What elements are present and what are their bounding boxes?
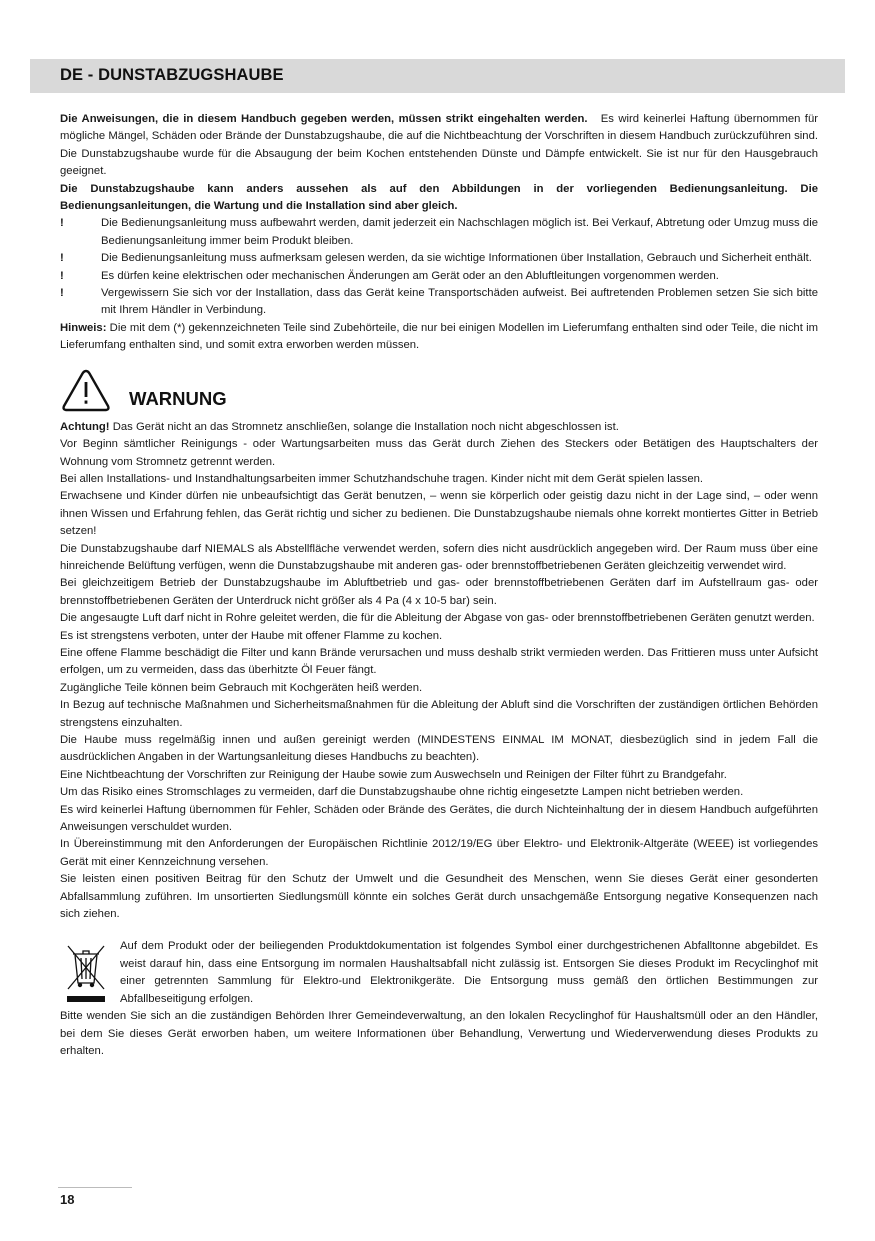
hint-paragraph	[60, 320, 818, 355]
weee-closing: Bitte wenden Sie sich an die zuständigen Behörden Ihrer Gemeindeverwaltung, an den lokalen Recyclinghof für Haushaltsmüll oder an den Händler, bei dem Sie dieses Gerät erworben haben, um weitere Informationen über Behandlung, Verwertung und Wiederverwendung dieses Produkts zu erhalten.	[60, 1010, 818, 1057]
intro-lead: Die Anweisungen, die in diesem Handbuch gegeben werden, müssen strikt eingehalten werden.	[60, 113, 588, 125]
warning-paragraph: Eine Nichtbeachtung der Vorschriften zur Reinigung der Haube sowie zum Auswechseln und Reinigen der Filter führt zu Brandgefahr.	[60, 768, 727, 781]
intro-text: Es wird keinerlei Haftung übernommen für mögliche Mängel, Schäden oder Brände der Dunstabzugshaube, die auf die Nichtbeachtung der Vorschriften in diesem Handbuch zurückzuführen sind. Die Dunstabzugshaube wurde für die Absaugung der beim Kochen entstehenden Dünste und Dämpfe entwickelt. Sie ist nur für den Hausgebrauch geeignet.	[60, 113, 818, 178]
warning-paragraph: Zugängliche Teile können beim Gebrauch mit Kochgeräten heiß werden.	[60, 681, 423, 694]
warning-paragraph: Es wird keinerlei Haftung übernommen für Fehler, Schäden oder Brände des Gerätes, die durch Nichteinhaltung der in diesem Handbuch aufgeführten Anweisungen verschuldet wurden.	[60, 803, 818, 834]
bullet-item	[60, 250, 818, 267]
bullet-text: Die Bedienungsanleitung muss aufbewahrt werden, damit jederzeit ein Nachschlagen möglich ist. Bei Verkauf, Abtretung oder Umzug muss die Bedienungsanleitung immer beim Produkt bleiben.	[101, 217, 818, 247]
warning-paragraph: Um das Risiko eines Stromschlages zu vermeiden, darf die Dunstabzugshaube ohne richtig eingesetzte Lampen nicht betrieben werden.	[60, 786, 744, 799]
content-body	[60, 111, 818, 1060]
warning-paragraph: Die angesaugte Luft darf nicht in Rohre geleitet werden, die für die Ableitung der Abgase von gas- oder brennstoffbetriebenen Geräten genutzt werden.	[60, 612, 815, 625]
warning-paragraph: Eine offene Flamme beschädigt die Filter und kann Brände verursachen und muss deshalb strikt vermieden werden. Das Frittieren muss unter Aufsicht erfolgen, um zu vermeiden, dass das überhitzte Öl Feuer fängt.	[60, 646, 818, 677]
warning-paragraph: Erwachsene und Kinder dürfen nie unbeaufsichtigt das Gerät benutzen, – wenn sie körperlich oder geistig dazu nicht in der Lage sind, – oder wenn ihnen Wissen und Erfahrung fehlen, das Gerät richtig und sicher zu bedienen. Die Dunstabzugshaube niemals ohne korrekt montiertes Gitter in Betrieb setzen!	[60, 490, 818, 538]
weee-section	[60, 938, 818, 1008]
warning-paragraph: Vor Beginn sämtlicher Reinigungs - oder Wartungsarbeiten muss das Gerät durch Ziehen des Steckers oder Betätigen des Hauptschalters der Wohnung vom Stromnetz getrennt werden.	[60, 438, 818, 468]
footer-divider	[58, 1187, 132, 1188]
exclamation-icon: !	[60, 252, 64, 265]
warning-title: WARNUNG	[129, 387, 227, 409]
section-header	[30, 59, 845, 93]
warning-paragraph: Bei allen Installations- und Instandhaltungsarbeiten immer Schutzhandschuhe tragen. Kinder nicht mit dem Gerät spielen lassen.	[60, 472, 704, 485]
warning-paragraph: Sie leisten einen positiven Beitrag für den Schutz der Umwelt und die Gesundheit des Menschen, wenn Sie dieses Gerät einer gesonderten Abfallsammlung zuführen. Im unsortierten Siedlungsmüll könnte ein solches Gerät durch unsachgemäße Entsorgung negative Konsequenzen nach sich ziehen.	[60, 873, 818, 921]
bullet-text: Die Bedienungsanleitung muss aufmerksam gelesen werden, da sie wichtige Informationen über Installation, Gebrauch und Sicherheit enthält.	[101, 252, 812, 265]
page-number: 18	[60, 1192, 75, 1207]
warning-paragraph: Bei gleichzeitigem Betrieb der Dunstabzugshaube im Abluftbetrieb und gas- oder brennstoffbetriebenen Geräten darf im Aufstellraum gas- oder brennstoffbetriebenen Geräten der Unterdruck nicht größer als 4 Pa (4 x 10-5 bar) sein.	[60, 577, 818, 607]
bullet-item	[60, 268, 818, 285]
warning-triangle-icon	[60, 367, 112, 415]
warning-lead-text: Das Gerät nicht an das Stromnetz anschließen, solange die Installation noch nicht abgeschlossen ist.	[112, 420, 619, 433]
bullet-item	[60, 285, 818, 320]
warning-paragraph: Die Dunstabzugshaube darf NIEMALS als Abstellfläche verwendet werden, sofern dies nicht ausdrücklich angegeben wird. Der Raum muss über eine hinreichende Belüftung verfügen, wenn die Dunstabzugshaube mit anderen gas- oder brennstoffbetriebenen Geräten gleichzeitig verwendet wird.	[60, 542, 818, 572]
bullet-text: Vergewissern Sie sich vor der Installation, dass das Gerät keine Transportschäden aufweist. Bei auftretenden Problemen setzen Sie sich bitte mit Ihrem Händler in Verbindung.	[101, 287, 818, 317]
bullet-text: Es dürfen keine elektrischen oder mechanischen Änderungen am Gerät oder an den Abluftleitungen vorgenommen werden.	[101, 269, 719, 282]
warning-paragraph: In Bezug auf technische Maßnahmen und Sicherheitsmaßnahmen für die Ableitung der Abluft sind die Vorschriften der zuständigen örtlichen Behörden strengstens einzuhalten.	[60, 699, 818, 729]
warning-paragraph: In Übereinstimmung mit den Anforderungen der Europäischen Richtlinie 2012/19/EG über Elektro- und Elektronik-Altgeräte (WEEE) ist vorliegendes Gerät mit einer Kennzeichnung versehen.	[60, 838, 818, 868]
warning-paragraph: Es ist strengstens verboten, unter der Haube mit offener Flamme zu kochen.	[60, 629, 443, 642]
crossed-bin-icon	[64, 941, 108, 1007]
exclamation-icon: !	[60, 287, 64, 300]
bullet-item	[60, 215, 818, 250]
warning-lead	[60, 419, 818, 436]
weee-symbol	[60, 938, 120, 1008]
warning-lead-label: Achtung!	[60, 420, 110, 433]
intro-paragraph	[60, 111, 818, 181]
intro-bold-note: Die Dunstabzugshaube kann anders aussehen als auf den Abbildungen in der vorliegenden Bedienungsanleitung. Die Bedienungsanleitungen, die Wartung und die Installation sind aber gleich.	[60, 182, 818, 213]
page-title: DE - DUNSTABZUGSHAUBE	[60, 66, 284, 84]
hint-label: Hinweis:	[60, 321, 107, 334]
warning-heading	[60, 367, 818, 419]
exclamation-icon: !	[60, 269, 64, 282]
weee-text: Auf dem Produkt oder der beiliegenden Produktdokumentation ist folgendes Symbol einer durchgestrichenen Abfalltonne abgebildet. Es weist darauf hin, dass eine Entsorgung im normalen Haushaltsabfall nicht zulässig ist. Entsorgen Sie dieses Produkt im Recyclinghof mit einer getrennten Sammlung für Elektro-und Elektronikgeräte. Die Entsorgung muss gemäß den örtlichen Bestimmungen zur Abfallbeseitigung erfolgen.	[120, 940, 818, 1005]
hint-text: Die mit dem (*) gekennzeichneten Teile sind Zubehörteile, die nur bei einigen Modellen im Lieferumfang enthalten sind oder Teile, die nicht im Lieferumfang enthalten sind, und somit extra erworben werden müssen.	[60, 321, 818, 352]
exclamation-icon: !	[60, 217, 64, 230]
warning-paragraph: Die Haube muss regelmäßig innen und außen gereinigt werden (MINDESTENS EINMAL IM MONAT, diesbezüglich sind in jedem Fall die ausdrücklichen Angaben in der Wartungsanleitung dieses Handbuchs zu beachten).	[60, 734, 818, 764]
